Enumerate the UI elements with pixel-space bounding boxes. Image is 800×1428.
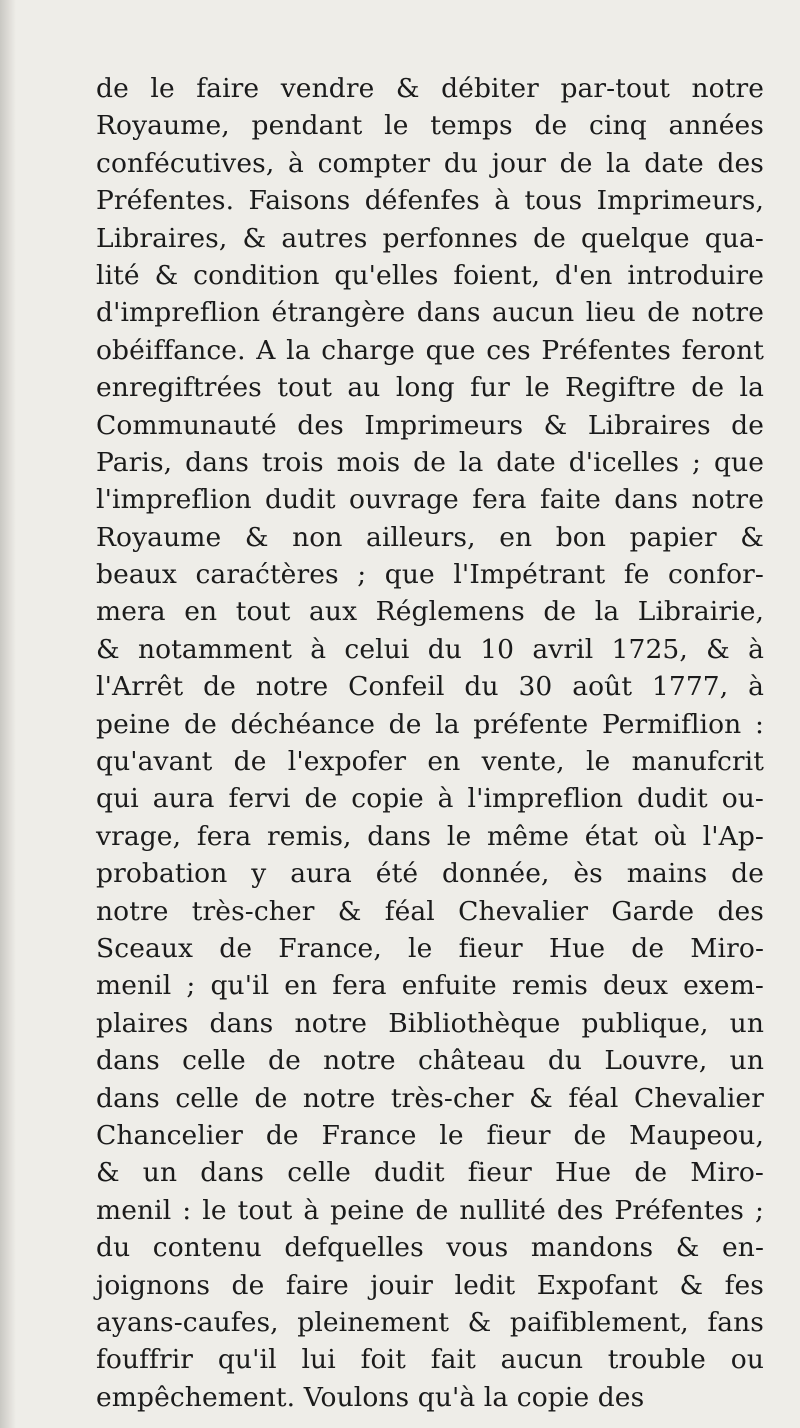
text-line: plaires dans notre Bibliothèque publique, un [96, 1007, 764, 1039]
text-line: Préfentes. Faisons défenfes à tous Imprimeurs, [96, 185, 764, 217]
text-line: Royaume, pendant le temps de cinq années [96, 110, 764, 142]
text-line: beaux caraćtères ; que l'Impétrant fe confor- [96, 559, 764, 591]
text-line: peine de déchéance de la préfente Permiflion : [96, 708, 764, 740]
text-line: & un dans celle dudit fieur Hue de Miro- [96, 1157, 764, 1189]
text-line: notre très-cher & féal Chevalier Garde des [96, 895, 764, 927]
text-line: Paris, dans trois mois de la date d'icelles ; que [96, 446, 764, 478]
text-line: d'impreflion étrangère dans aucun lieu de notre [96, 297, 764, 329]
text-line: l'impreflion dudit ouvrage fera faite dans notre [96, 484, 764, 516]
text-line: confécutives, à compter du jour de la date des [96, 147, 764, 179]
page-gutter-shadow [0, 0, 16, 1428]
text-line: qu'avant de l'expofer en vente, le manufcrit [96, 746, 764, 778]
text-line: vrage, fera remis, dans le même état où l'Ap- [96, 820, 764, 852]
text-line: de le faire vendre & débiter par-tout notre [96, 73, 764, 104]
text-line: empêchement. Voulons qu'à la copie des [96, 1381, 645, 1413]
text-line: & notamment à celui du 10 avril 1725, & à [96, 633, 764, 665]
text-line: fouffrir qu'il lui foit fait aucun trouble ou [96, 1344, 764, 1376]
text-line: Chancelier de France le fieur de Maupeou, [96, 1119, 764, 1151]
text-line: menil ; qu'il en fera enfuite remis deux exem- [96, 970, 764, 1002]
text-line: lité & condition qu'elles foient, d'en introduire [96, 259, 764, 291]
text-line: dans celle de notre très-cher & féal Chevalier [96, 1082, 764, 1114]
text-line: enregiftrées tout au long fur le Regiftre de la [96, 372, 764, 404]
text-line: Communauté des Imprimeurs & Libraires de [96, 409, 764, 441]
text-line: du contenu defquelles vous mandons & en- [96, 1232, 764, 1264]
text-line: Libraires, & autres perfonnes de quelque qua- [96, 222, 764, 254]
text-line: menil : le tout à peine de nullité des Préfentes ; [96, 1194, 764, 1226]
text-line: qui aura fervi de copie à l'impreflion dudit ou- [96, 783, 764, 815]
text-line: l'Arrêt de notre Confeil du 30 août 1777, à [96, 671, 764, 703]
body-text [96, 70, 764, 1416]
text-line: Sceaux de France, le fieur Hue de Miro- [96, 932, 764, 964]
text-line: joignons de faire jouir ledit Expofant & fes [96, 1269, 764, 1301]
text-line: probation y aura été donnée, ès mains de [96, 858, 764, 890]
text-line: dans celle de notre château du Louvre, un [96, 1045, 764, 1077]
text-line: obéiffance. A la charge que ces Préfentes feront [96, 334, 764, 366]
text-line: mera en tout aux Réglemens de la Librairie, [96, 596, 764, 628]
text-line: ayans-caufes, pleinement & paifiblement, fans [96, 1306, 764, 1338]
text-line: Royaume & non ailleurs, en bon papier & [96, 521, 764, 553]
